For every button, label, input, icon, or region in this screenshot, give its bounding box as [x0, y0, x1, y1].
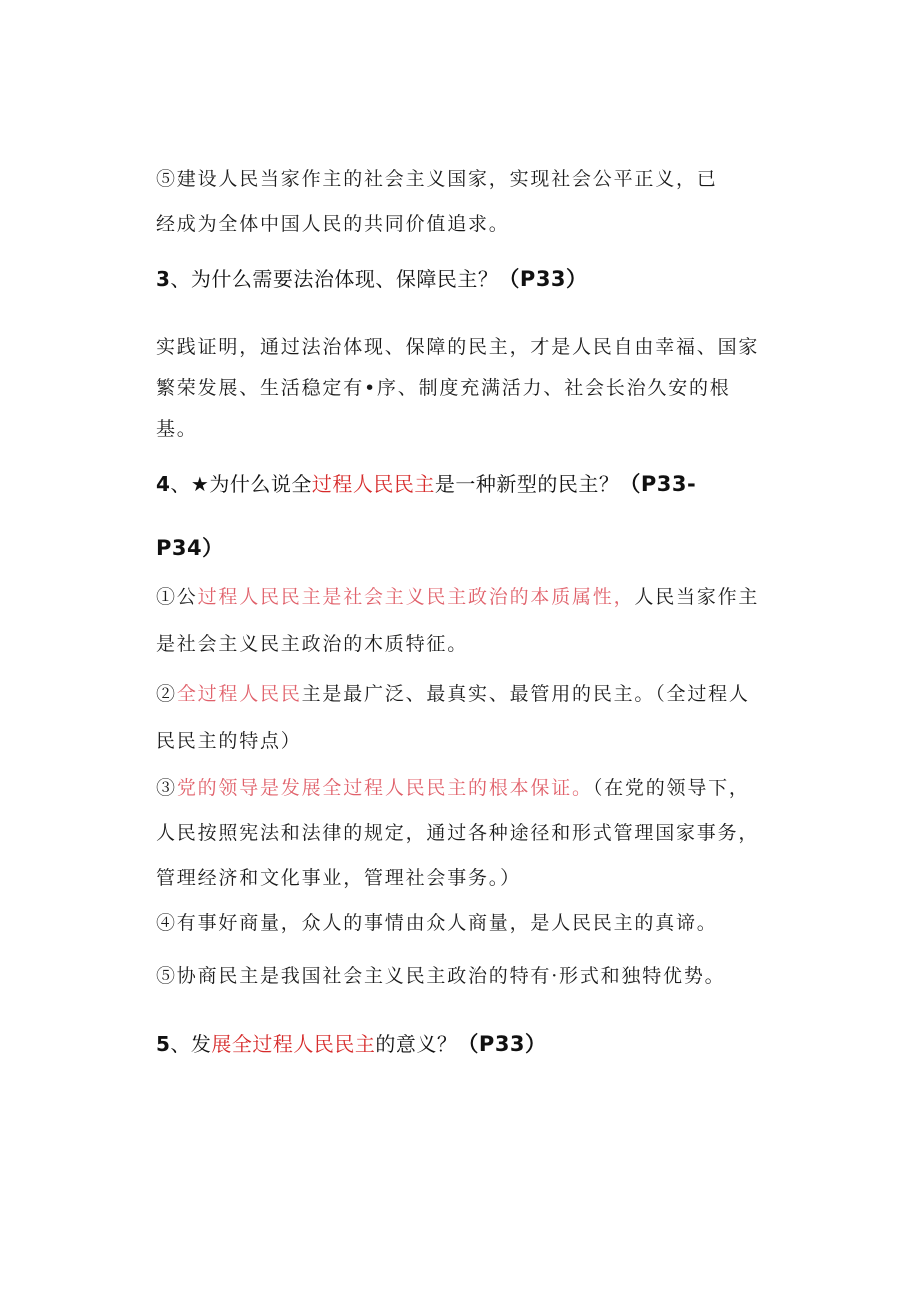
q4-item3-line1 — [156, 773, 750, 800]
q4-item3-line2: 人民按照宪法和法律的规定，通过各种途径和形式管理国家事务， — [156, 822, 760, 844]
q3-answer-line2: 繁荣发展、生活稳定有•序、制度充满活力、社会长治久安的根 — [156, 377, 731, 399]
q4-item1-line2: 是社会主义民主政治的木质特征。 — [156, 633, 469, 655]
q4-title-post: 是一种新型的民主？ — [434, 472, 620, 496]
q4-item1-highlight: 过程人民民主是社会主义民主政治的本质属性， — [197, 586, 635, 608]
q5-title-pre: 、发 — [170, 1032, 212, 1056]
q3-number: 3 — [156, 267, 171, 291]
q3-title: 、为什么需要法治体现、保障民主？ — [170, 267, 499, 291]
q4-item2-pre: ② — [156, 683, 177, 705]
q4-item2-line2: 民民主的特点） — [156, 730, 302, 752]
q5-number: 5 — [156, 1032, 171, 1056]
q3-heading — [156, 263, 588, 293]
q4-title-highlight: 过程人民民主 — [311, 472, 435, 496]
q5-heading — [156, 1028, 547, 1058]
q4-item3-post: （在党的领导下， — [592, 777, 750, 799]
q4-item1-line1 — [156, 582, 759, 609]
q4-item3-highlight: 党的领导是发展全过程人民民主的根本保证。 — [176, 777, 593, 799]
q4-item4: ④有事好商量，众人的事情由众人商量，是人民民主的真谛。 — [156, 912, 718, 934]
q4-page-ref-b: P34） — [156, 536, 224, 560]
q3-page-ref: （P33） — [498, 267, 588, 291]
q4-title-pre: 、★为什么说全 — [170, 472, 312, 496]
q5-page-ref: （P33） — [457, 1032, 547, 1056]
q3-answer-line3: 基。 — [156, 418, 198, 440]
q4-item1-pre: ①公 — [156, 586, 198, 608]
q2-item5-line2: 经成为全体中国人民的共同价值追求。 — [156, 213, 510, 235]
q4-item3-line3: 管理经济和文化事业，管理社会事务。） — [156, 867, 521, 889]
q4-item2-post: 主是最广泛、最真实、最管用的民主。（全过程人 — [301, 683, 750, 705]
q4-heading — [156, 468, 696, 498]
q4-item2-highlight: 全过程人民民 — [176, 683, 302, 705]
q4-item1-post: 人民当家作主 — [634, 586, 760, 608]
q4-item5: ⑤协商民主是我国社会主义民主政治的特有·形式和独特优势。 — [156, 965, 726, 987]
q4-page-ref-a: （P33- — [619, 472, 697, 496]
q4-item3-pre: ③ — [156, 777, 177, 799]
q4-item2-line1 — [156, 679, 750, 706]
q3-answer-line1: 实践证明，通过法治体现、保障的民主，才是人民自由幸福、国家 — [156, 336, 760, 358]
q2-item5-line1: ⑤建设人民当家作主的社会主义国家，实现社会公平正义，已 — [156, 168, 718, 190]
q4-heading-cont — [156, 532, 224, 562]
q5-title-post: 的意义？ — [375, 1032, 458, 1056]
q5-title-highlight: 展全过程人民民主 — [211, 1032, 376, 1056]
q4-number: 4 — [156, 472, 171, 496]
